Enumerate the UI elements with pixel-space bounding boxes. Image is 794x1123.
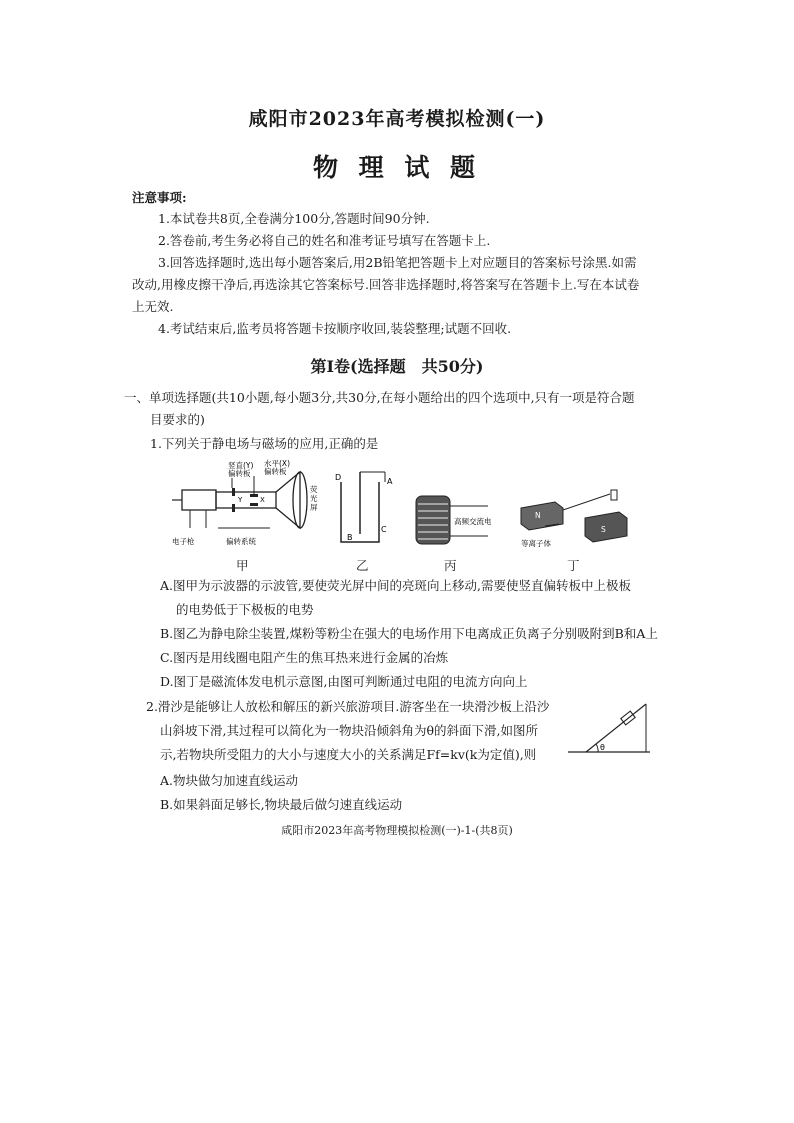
notice-line-4: 改动,用橡皮擦干净后,再选涂其它答案标号.回答非选择题时,将答案写在答题卡上.写在本试卷 — [132, 277, 640, 292]
label-n: N — [535, 511, 541, 520]
label-d: D — [335, 473, 342, 482]
q1-option-a-cont: 的电势低于下极板的电势 — [176, 602, 314, 617]
figure-induction-coil — [408, 486, 518, 548]
q2-option-a: A.物块做匀加速直线运动 — [160, 773, 299, 788]
q2-line-3: 示,若物块所受阻力的大小与速度大小的关系满足Ff=kv(k为定值),则 — [160, 747, 537, 762]
label-b: B — [347, 533, 353, 542]
notice-heading: 注意事项: — [132, 190, 187, 205]
label-y: Y — [238, 496, 243, 504]
exam-title: 咸阳市2023年高考模拟检测(一) — [248, 108, 546, 130]
q1-option-c: C.图丙是用线圈电阻产生的焦耳热来进行金属的冶炼 — [160, 650, 449, 665]
section-title: 第Ⅰ卷(选择题 共50分) — [310, 357, 484, 376]
label-deflect-system: 偏转系统 — [226, 537, 256, 546]
page-footer: 咸阳市2023年高考物理模拟检测(一)-1-(共8页) — [281, 824, 513, 837]
notice-line-5: 上无效. — [132, 299, 174, 314]
label-horizontal-plate: 水平(X) — [264, 459, 290, 468]
q1-option-a: A.图甲为示波器的示波管,要使荧光屏中间的亮斑向上移动,需要使竖直偏转板中上极板 — [160, 578, 631, 593]
label-vertical-plate: 竖直(Y) — [228, 461, 254, 470]
q2-line-2: 山斜坡下滑,其过程可以简化为一物块沿倾斜角为θ的斜面下滑,如图所 — [160, 723, 538, 738]
q1-option-b: B.图乙为静电除尘装置,煤粉等粉尘在强大的电场作用下电离成正负离子分别吸附到B和A上 — [160, 626, 658, 641]
q1-option-d: D.图丁是磁流体发电机示意图,由图可判断通过电阻的电流方向向上 — [160, 674, 528, 689]
label-plasma: 等离子体 — [521, 539, 551, 548]
fig-label-jia: 甲 — [236, 558, 249, 573]
notice-line-2: 2.答卷前,考生务必将自己的姓名和准考证号填写在答题卡上. — [158, 233, 491, 248]
q2-option-b: B.如果斜面足够长,物块最后做匀速直线运动 — [160, 797, 403, 812]
label-screen-1: 荧 — [310, 485, 318, 494]
subject-title: 物 理 试 题 — [312, 153, 482, 182]
label-theta: θ — [600, 743, 605, 752]
figure-oscilloscope — [170, 458, 325, 548]
label-a: A — [387, 477, 393, 486]
label-screen-3: 屏 — [310, 503, 318, 512]
q2-line-1: 2.滑沙是能够让人放松和解压的新兴旅游项目.游客坐在一块滑沙板上沿沙 — [146, 699, 550, 714]
figure-precipitator — [335, 468, 395, 548]
q1-stem: 1.下列关于静电场与磁场的应用,正确的是 — [150, 436, 379, 451]
part1-line-2: 目要求的) — [150, 412, 205, 427]
label-s: S — [601, 525, 606, 534]
label-screen-2: 光 — [310, 494, 318, 503]
figure-incline — [566, 698, 656, 758]
fig-label-bing: 丙 — [444, 558, 457, 573]
label-horizontal-plate-2: 偏转板 — [264, 467, 287, 476]
fig-label-yi: 乙 — [356, 558, 369, 573]
notice-line-6: 4.考试结束后,监考员将答题卡按顺序收回,装袋整理;试题不回收. — [158, 321, 512, 336]
notice-line-3: 3.回答选择题时,选出每小题答案后,用2B铅笔把答题卡上对应题目的答案标号涂黑.如需 — [158, 255, 637, 270]
label-x: X — [260, 496, 265, 504]
figure-mhd-generator — [515, 488, 640, 550]
notice-line-1: 1.本试卷共8页,全卷满分100分,答题时间90分钟. — [158, 211, 430, 226]
label-c: C — [381, 525, 387, 534]
fig-label-ding: 丁 — [567, 558, 580, 573]
label-vertical-plate-2: 偏转板 — [228, 469, 251, 478]
part1-line-1: 一、单项选择题(共10小题,每小题3分,共30分,在每小题给出的四个选项中,只有一项是符合题 — [124, 390, 635, 405]
label-ac: 高频交流电 — [454, 517, 492, 526]
label-electron-gun: 电子枪 — [172, 537, 195, 546]
